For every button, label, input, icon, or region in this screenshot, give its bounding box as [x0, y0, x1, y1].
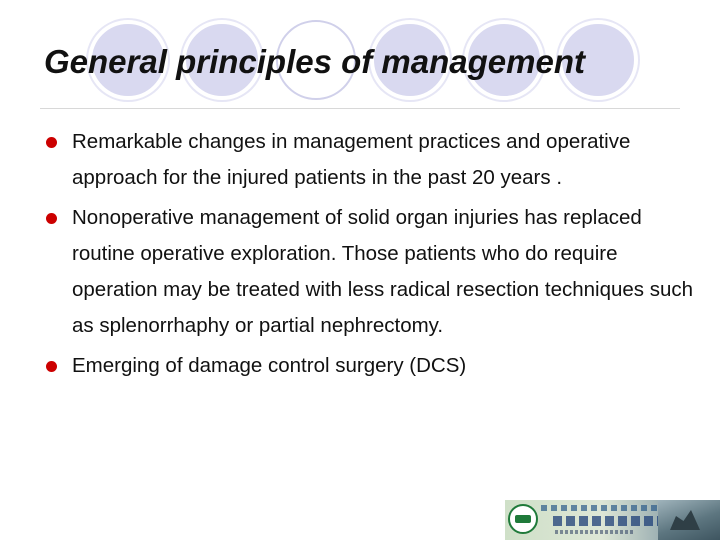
hospital-logo-icon — [505, 500, 720, 540]
bullet-item — [44, 200, 694, 344]
bullet-text: Remarkable changes in management practices and operative approach for the injured patients in the past 20 years . — [72, 130, 631, 189]
bullet-text: Emerging of damage control surgery (DCS) — [72, 354, 467, 377]
title-divider — [40, 108, 680, 109]
bullet-item — [44, 124, 694, 196]
logo-text-graphic — [553, 516, 663, 526]
logo-text-graphic — [555, 530, 635, 534]
bullet-dot-icon — [46, 213, 57, 224]
slide-title: General principles of management — [44, 43, 585, 80]
bullet-text: Nonoperative management of solid organ injuries has replaced routine operative exploration. Those patients who do require operation may be treated with less radical resection techniques such as splenorrhaphy or partial nephrectomy. — [72, 206, 694, 337]
bullet-item — [44, 348, 694, 384]
building-photo-icon — [658, 500, 720, 540]
emblem-icon — [508, 504, 538, 534]
logo-text-graphic — [541, 505, 661, 511]
bullet-dot-icon — [46, 137, 57, 148]
bullet-list — [44, 124, 694, 388]
bullet-dot-icon — [46, 361, 57, 372]
